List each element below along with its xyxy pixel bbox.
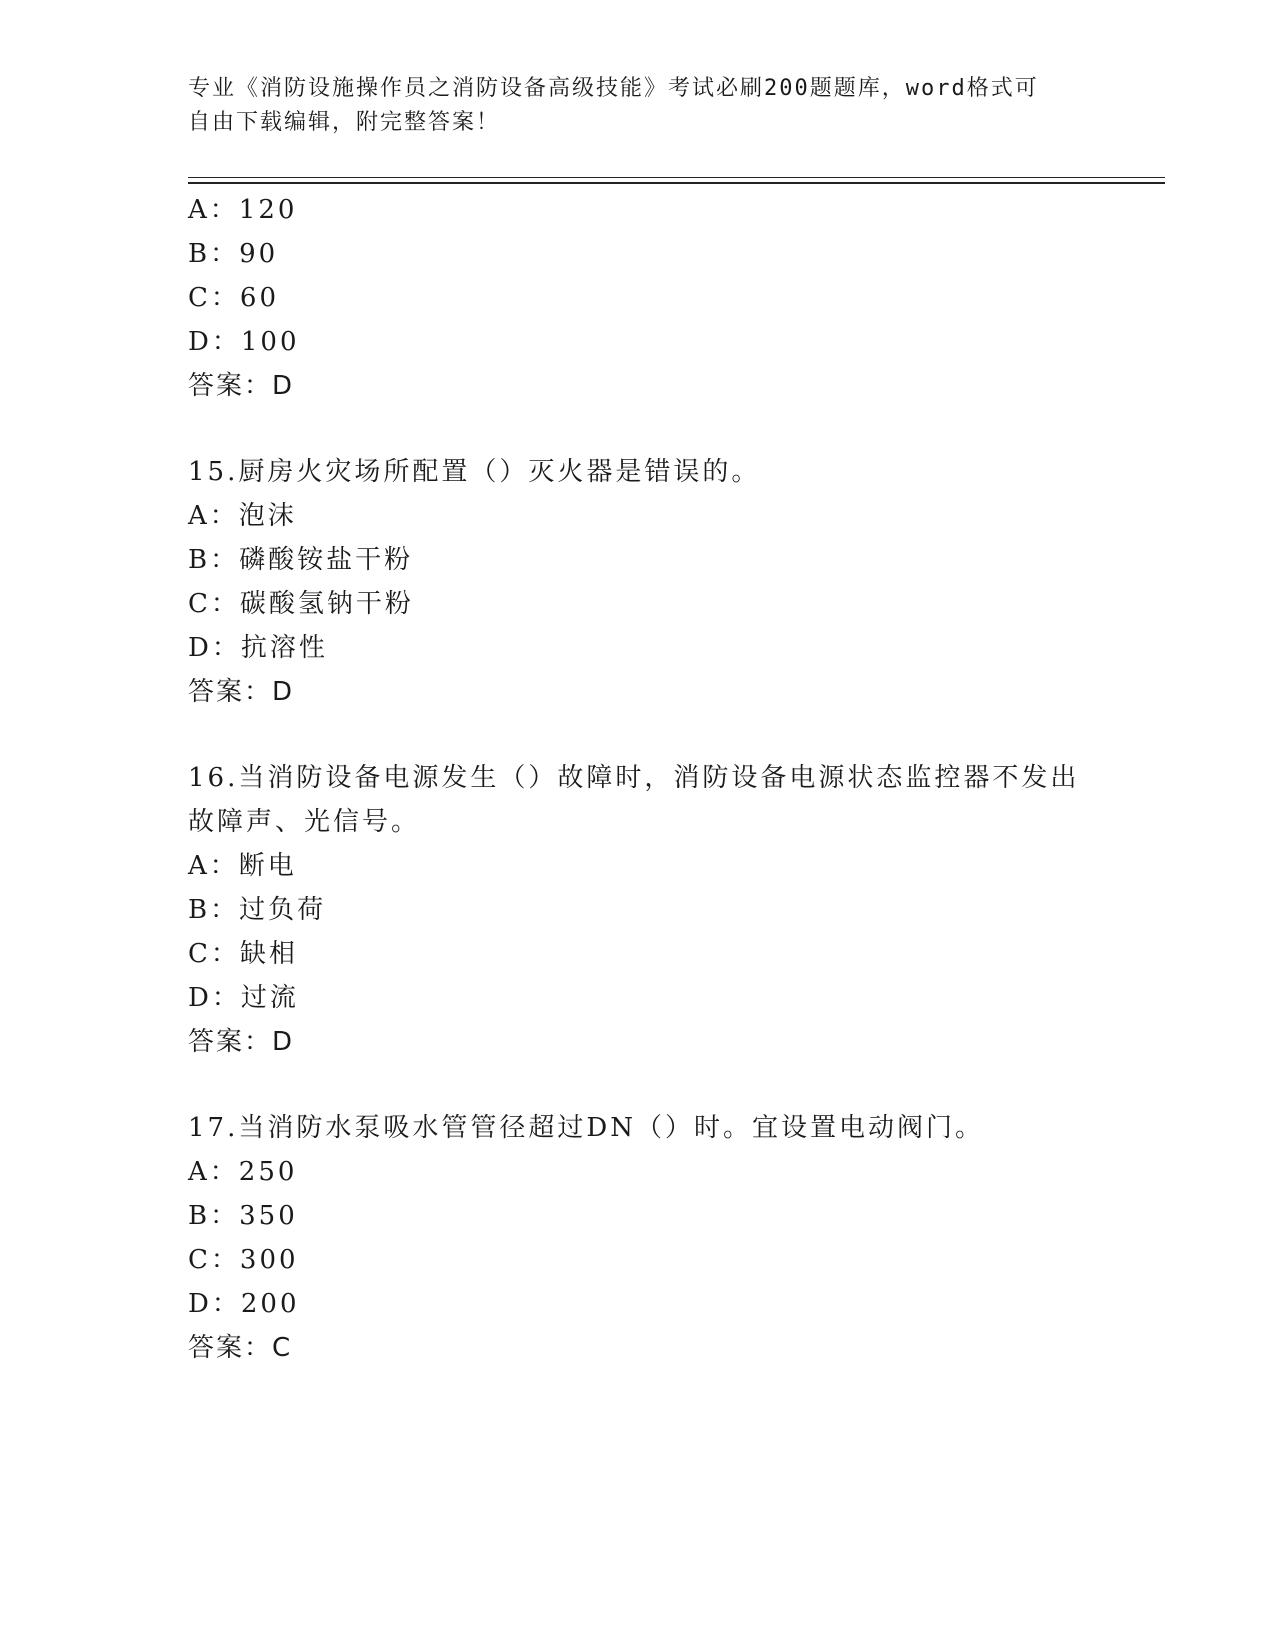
header-line-2: 自由下载编辑，附完整答案！ bbox=[188, 110, 501, 135]
q17-answer: 答案：C bbox=[188, 1333, 293, 1363]
header-line-1: 专业《消防设施操作员之消防设备高级技能》考试必刷200题题库，word格式可 bbox=[188, 76, 1039, 101]
q16-option-c: C：缺相 bbox=[188, 939, 298, 969]
q15-answer: 答案：D bbox=[188, 677, 295, 707]
q15-stem: 15.厨房火灾场所配置（）灭火器是错误的。 bbox=[188, 457, 761, 487]
q15-option-d: D：抗溶性 bbox=[188, 633, 328, 663]
q16-stem-line-1: 16.当消防设备电源发生（）故障时，消防设备电源状态监控器不发出 bbox=[188, 763, 1080, 793]
q16-option-b: B：过负荷 bbox=[188, 895, 327, 925]
q16-answer: 答案：D bbox=[188, 1027, 295, 1057]
header-divider-thin bbox=[188, 177, 1165, 178]
q16-stem-line-2: 故障声、光信号。 bbox=[188, 807, 421, 837]
q17-option-a: A：250 bbox=[188, 1157, 298, 1187]
q16-option-a: A：断电 bbox=[188, 851, 297, 881]
q15-option-c: C：碳酸氢钠干粉 bbox=[188, 589, 414, 619]
q15-option-a: A：泡沫 bbox=[188, 501, 297, 531]
header-divider-thick bbox=[188, 182, 1165, 184]
q14-option-c: C：60 bbox=[188, 283, 279, 313]
q14-option-a: A：120 bbox=[188, 195, 298, 225]
q15-option-b: B：磷酸铵盐干粉 bbox=[188, 545, 414, 575]
q14-option-b: B：90 bbox=[188, 239, 279, 269]
q17-option-d: D：200 bbox=[188, 1289, 300, 1319]
q16-option-d: D：过流 bbox=[188, 983, 299, 1013]
q14-option-d: D：100 bbox=[188, 327, 300, 357]
document-header bbox=[188, 72, 1088, 140]
q17-option-b: B：350 bbox=[188, 1201, 298, 1231]
q17-option-c: C：300 bbox=[188, 1245, 299, 1275]
q14-answer: 答案：D bbox=[188, 371, 295, 401]
q17-stem: 17.当消防水泵吸水管管径超过DN（）时。宜设置电动阀门。 bbox=[188, 1113, 984, 1143]
